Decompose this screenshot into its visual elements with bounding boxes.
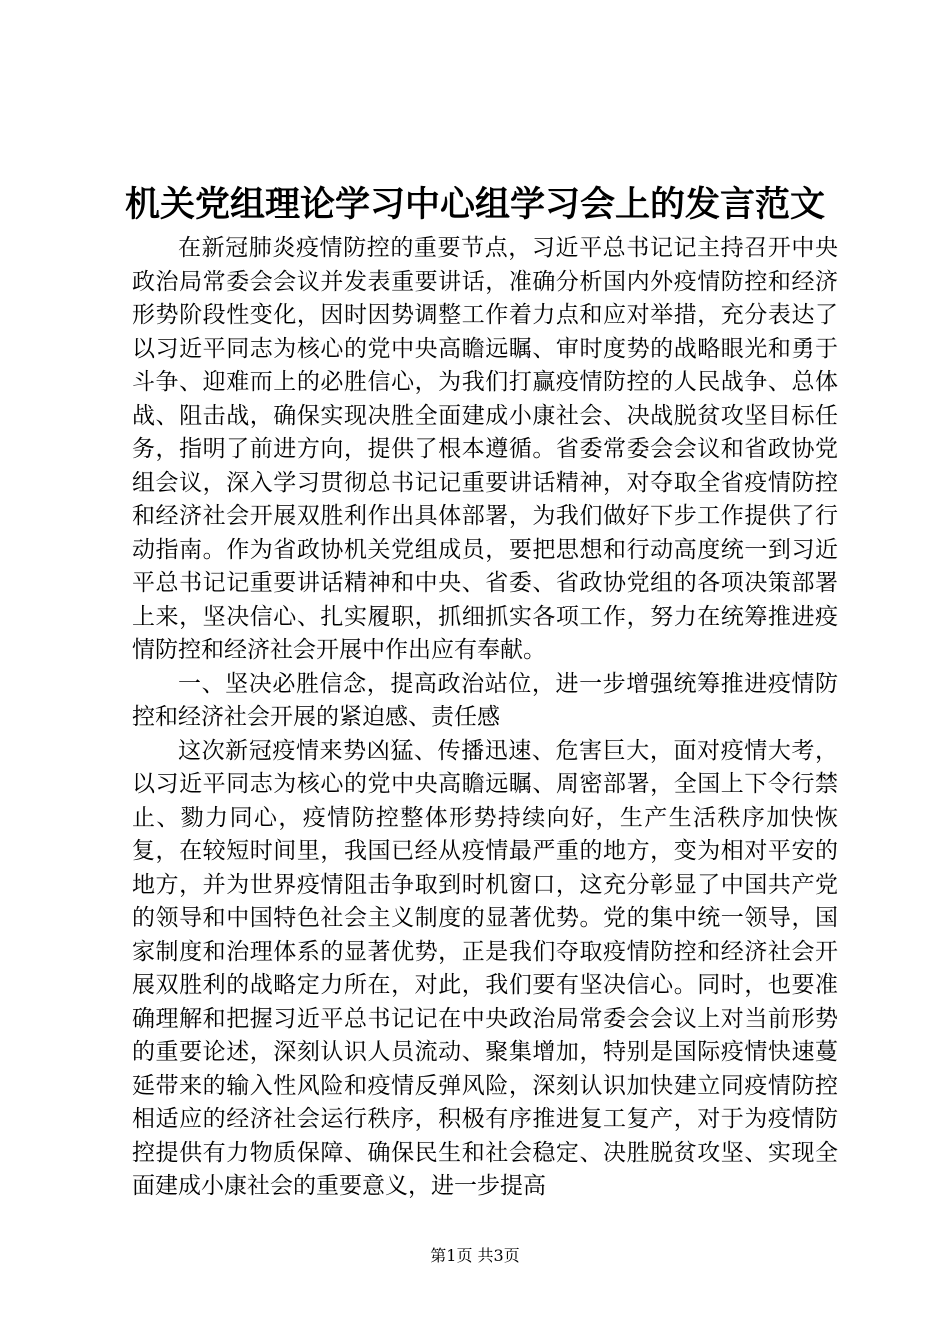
paragraph-section-1: 这次新冠疫情来势凶猛、传播迅速、危害巨大，面对疫情大考，以习近平同志为核心的党中央高瞻远瞩、周密部署，全国上下令行禁止、勠力同心，疫情防控整体形势持续向好，生产生活秩序加快恢复，在较短时间里，我国已经从疫情最严重的地方，变为相对平安的地方，并为世界疫情阻击争取到时机窗口，这充分彰显了中国共产党的领导和中国特色社会主义制度的显著优势。党的集中统一领导，国家制度和治理体系的显著优势，正是我们夺取疫情防控和经济社会开展双胜利的战略定力所在，对此，我们要有坚决信心。同时，也要准确理解和把握习近平总书记记在中央政治局常委会会议上对当前形势的重要论述，深刻认识人员流动、聚集增加，特别是国际疫情快速蔓延带来的输入性风险和疫情反弹风险，深刻认识加快建立同疫情防控相适应的经济社会运行秩序，积极有序推进复工复产，对于为疫情防控提供有力物质保障、确保民生和社会稳定、决胜脱贫攻坚、实现全面建成小康社会的重要意义，进一步提高 <box>132 737 838 1199</box>
section-heading-1: 一、坚决必胜信念，提高政治站位，进一步增强统筹推进疫情防控和经济社会开展的紧迫感、责任感 <box>132 670 838 730</box>
page-number-footer: 第1页 共3页 <box>430 1246 520 1265</box>
document-body <box>132 232 838 1204</box>
paragraph-intro: 在新冠肺炎疫情防控的重要节点，习近平总书记记主持召开中央政治局常委会会议并发表重要讲话，准确分析国内外疫情防控和经济形势阶段性变化，因时因势调整工作着力点和应对举措，充分表达了以习近平同志为核心的党中央高瞻远瞩、审时度势的战略眼光和勇于斗争、迎难而上的必胜信心，为我们打赢疫情防控的人民战争、总体战、阻击战，确保实现决胜全面建成小康社会、决战脱贫攻坚目标任务，指明了前进方向，提供了根本遵循。省委常委会会议和省政协党组会议，深入学习贯彻总书记记重要讲话精神，对夺取全省疫情防控和经济社会开展双胜利作出具体部署，为我们做好下步工作提供了行动指南。作为省政协机关党组成员，要把思想和行动高度统一到习近平总书记记重要讲话精神和中央、省委、省政协党组的各项决策部署上来，坚决信心、扎实履职，抓细抓实各项工作，努力在统筹推进疫情防控和经济社会开展中作出应有奉献。 <box>132 235 838 663</box>
document-title: 机关党组理论学习中心组学习会上的发言范文 <box>124 184 825 225</box>
